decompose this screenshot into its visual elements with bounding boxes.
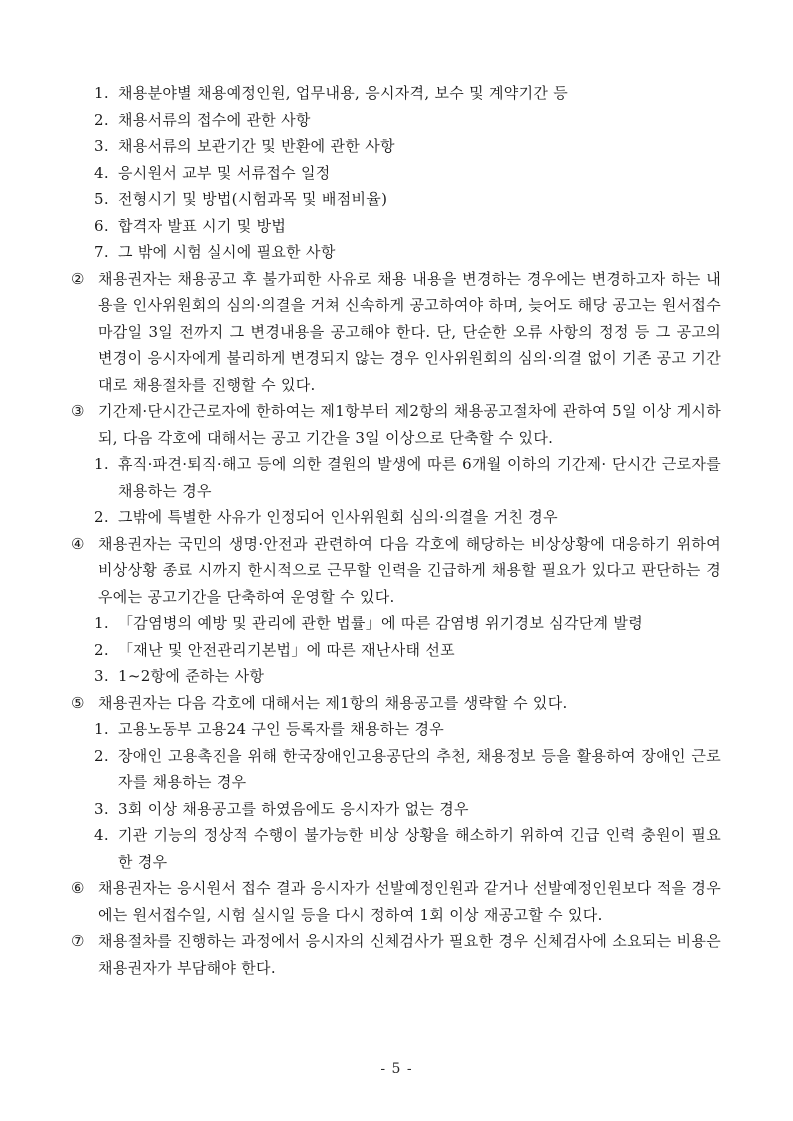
paragraph-text: 그 밖에 시험 실시에 필요한 사항 (118, 243, 336, 261)
paragraph-text: 고용노동부 고용24 구인 등록자를 채용하는 경우 (118, 720, 445, 738)
list-marker: ③ (71, 402, 85, 420)
paragraph-text: 채용권자는 채용공고 후 불가피한 사유로 채용 내용을 변경하는 경우에는 변경하고자 하는 내용을 인사위원회의 심의·의결을 거쳐 신속하게 공고하여야 하며, 늦어도 해당 공고는 원서접수마감일 3일 전까지 그 변경내용을 공고해야 한다. 단, 단순한 오류 사항의 정정 등 그 공고의 변경이 응시자에게 불리하게 변경되지 않는 경우 인사위원회의 심의·의결 없이 기존 공고 기간대로 채용절차를 진행할 수 있다. (98, 269, 721, 394)
paragraph-text: 1~2항에 준하는 사항 (118, 667, 265, 685)
paragraph-text: 채용절차를 진행하는 과정에서 응시자의 신체검사가 필요한 경우 신체검사에 소요되는 비용은 채용권자가 부담해야 한다. (98, 932, 721, 977)
clause-paragraph (0, 690, 721, 717)
list-item (0, 107, 721, 134)
page-number: - 5 - (380, 1061, 413, 1077)
list-item (0, 637, 721, 664)
list-marker: 1. (94, 84, 109, 102)
list-marker: 4. (94, 163, 109, 182)
list-marker: 2. (94, 746, 109, 765)
list-marker: 1. (94, 455, 109, 473)
list-marker: 7. (94, 243, 109, 261)
clause-paragraph (0, 398, 721, 451)
paragraph-text: 기간제·단시간근로자에 한하여는 제1항부터 제2항의 채용공고절차에 관하여 5일 이상 게시하되, 다음 각호에 대해서는 공고 기간을 3일 이상으로 단축할 수 있다. (98, 402, 721, 447)
paragraph-text: 「재난 및 안전관리기본법」에 따른 재난사태 선포 (118, 640, 455, 659)
clause-paragraph (0, 266, 721, 399)
list-item (0, 133, 721, 160)
list-marker: 2. (94, 508, 109, 526)
paragraph-text: 휴직·파견·퇴직·해고 등에 의한 결원의 발생에 따른 6개월 이하의 기간제· 단시간 근로자를 채용하는 경우 (118, 455, 721, 500)
paragraph-text: 합격자 발표 시기 및 방법 (118, 216, 287, 235)
list-item (0, 160, 721, 187)
clause-paragraph (0, 531, 721, 611)
paragraph-text: 「감염병의 예방 및 관리에 관한 법률」에 따른 감염병 위기경보 심각단계 발령 (118, 614, 643, 632)
paragraph-text: 3회 이상 채용공고를 하였음에도 응시자가 없는 경우 (118, 799, 469, 818)
list-item (0, 822, 721, 875)
clause-paragraph (0, 928, 721, 981)
list-item (0, 239, 721, 266)
list-item (0, 743, 721, 796)
list-item (0, 610, 721, 637)
list-marker: 3. (94, 137, 109, 155)
list-marker: ④ (71, 534, 85, 553)
list-marker: 3. (94, 667, 109, 685)
list-item (0, 213, 721, 240)
paragraph-text: 장애인 고용촉진을 위해 한국장애인고용공단의 추천, 채용정보 등을 활용하여 장애인 근로자를 채용하는 경우 (118, 746, 721, 791)
list-item (0, 504, 721, 531)
list-marker: ⑥ (71, 879, 85, 897)
list-item (0, 796, 721, 823)
list-marker: 1. (94, 720, 109, 738)
paragraph-text: 채용분야별 채용예정인원, 업무내용, 응시자격, 보수 및 계약기간 등 (118, 84, 569, 102)
paragraph-text: 전형시기 및 방법(시험과목 및 배점비율) (118, 190, 388, 208)
paragraph-text: 채용권자는 응시원서 접수 결과 응시자가 선발예정인원과 같거나 선발예정인원보다 적을 경우에는 원서접수일, 시험 실시일 등을 다시 정하여 1회 이상 재공고할 수 있다. (98, 879, 721, 924)
clause-paragraph (0, 875, 721, 928)
list-item (0, 716, 721, 743)
list-item (0, 80, 721, 107)
list-marker: 2. (94, 110, 109, 129)
list-marker: 4. (94, 826, 109, 844)
list-marker: 6. (94, 216, 109, 235)
paragraph-text: 채용권자는 국민의 생명·안전과 관련하여 다음 각호에 해당하는 비상상황에 대응하기 위하여 비상상황 종료 시까지 한시적으로 근무할 인력을 긴급하게 채용할 필요가 있다고 판단하는 경우에는 공고기간을 단축하여 운영할 수 있다. (98, 534, 721, 606)
list-item (0, 451, 721, 504)
paragraph-text: 그밖에 특별한 사유가 인정되어 인사위원회 심의·의결을 거친 경우 (118, 508, 558, 526)
list-marker: 1. (94, 614, 109, 632)
list-marker: 5. (94, 190, 109, 208)
list-marker: ⑦ (71, 932, 85, 950)
list-marker: 2. (94, 640, 109, 659)
list-item (0, 663, 721, 690)
paragraph-text: 채용서류의 보관기간 및 반환에 관한 사항 (118, 137, 395, 155)
list-marker: ⑤ (71, 693, 85, 712)
paragraph-text: 기관 기능의 정상적 수행이 불가능한 비상 상황을 해소하기 위하여 긴급 인력 충원이 필요한 경우 (118, 826, 721, 871)
list-marker: ② (71, 269, 85, 288)
paragraph-text: 채용서류의 접수에 관한 사항 (118, 110, 311, 129)
paragraph-text: 채용권자는 다음 각호에 대해서는 제1항의 채용공고를 생략할 수 있다. (98, 693, 568, 712)
paragraph-text: 응시원서 교부 및 서류접수 일정 (118, 163, 331, 182)
list-marker: 3. (94, 799, 109, 818)
document-body (0, 80, 721, 981)
list-item (0, 186, 721, 213)
